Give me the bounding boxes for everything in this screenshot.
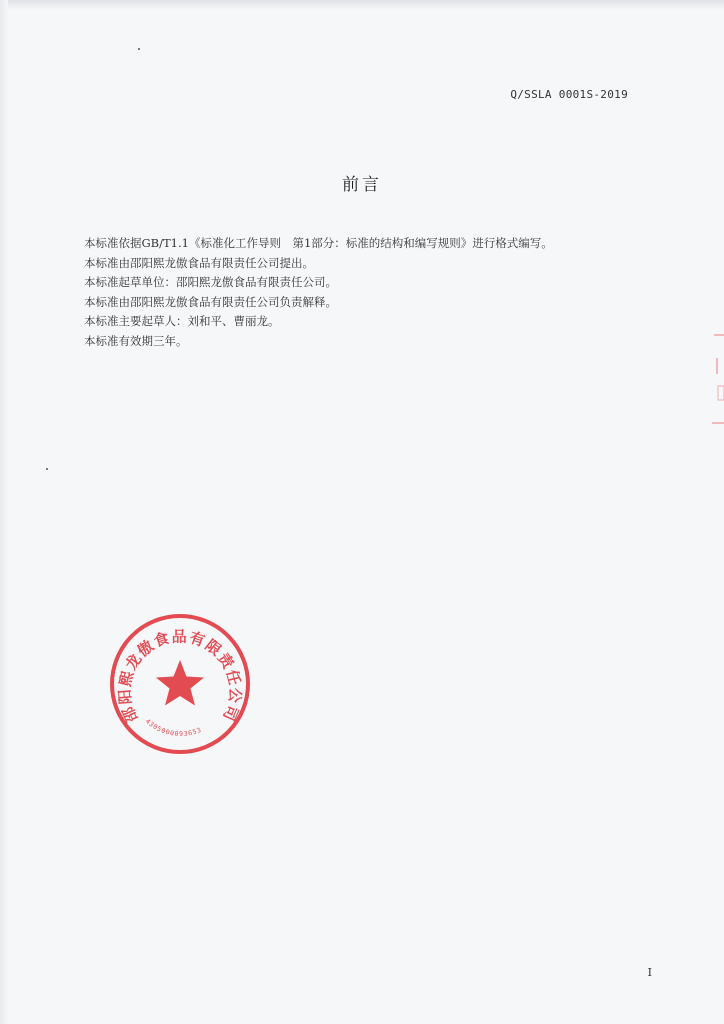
- scan-shadow-left: [0, 0, 8, 1024]
- scan-speck: [138, 48, 140, 50]
- seal-name-path: 邵阳熙龙傲食品有限责任公司: [115, 627, 245, 725]
- bleed-through-marks: [706, 330, 724, 430]
- foreword-line: 本标准由邵阳熙龙傲食品有限责任公司负责解释。: [84, 294, 337, 309]
- seal-number-text: [144, 717, 203, 738]
- foreword-body: [84, 234, 644, 351]
- page-title: 前言: [342, 175, 382, 195]
- foreword-line: 本标准起草单位：邵阳熙龙傲食品有限责任公司。: [84, 275, 337, 289]
- scan-speck: [46, 468, 48, 470]
- scan-shadow-top: [0, 0, 724, 10]
- document-code: Q/SSLA 0001S-2019: [510, 88, 628, 101]
- seal-number-path: 4305000093653: [143, 717, 203, 738]
- foreword-line: 本标准依据GB/T1.1《标准化工作导则 第1部分：标准的结构和编写规则》进行格式编写。: [84, 236, 553, 250]
- company-seal: [108, 612, 252, 756]
- foreword-line: 本标准有效期三年。: [84, 333, 188, 348]
- foreword-line: 本标准主要起草人：刘和平、曹丽龙。: [84, 314, 280, 328]
- page-number: I: [647, 966, 652, 979]
- foreword-line: 本标准由邵阳熙龙傲食品有限责任公司提出。: [84, 255, 314, 270]
- seal-star-icon: [156, 660, 204, 706]
